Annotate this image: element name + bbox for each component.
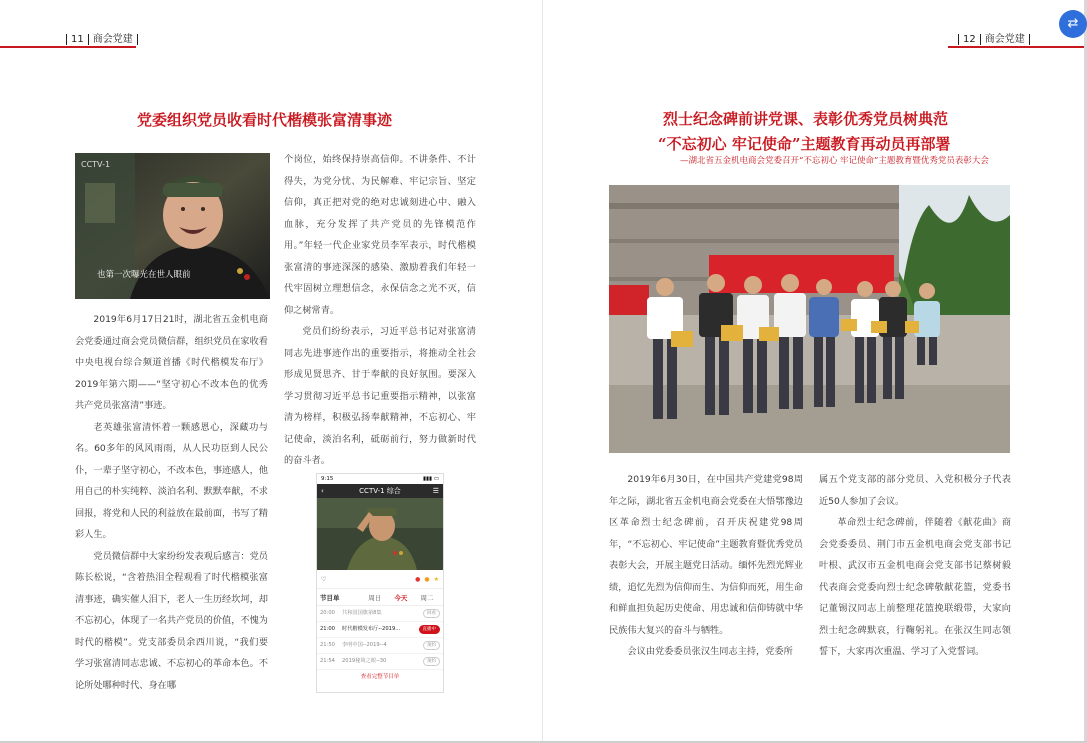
schedule-row xyxy=(317,606,443,622)
left-column-1 xyxy=(75,309,268,696)
right-page xyxy=(543,0,1087,743)
phone-time: 9:15 xyxy=(321,476,334,482)
schedule-time: 21:54 xyxy=(320,658,335,664)
schedule-time: 21:00 xyxy=(320,626,335,632)
right-col1-para-1: 2019年6月30日，在中国共产党建党98周年之际，湖北省五金机电商会党委在大悟鄂豫边区革命烈士纪念碑前，召开庆祝建党98周年，“不忘初心、牢记使命”主题教育暨优秀党员表彰大会，开展主题党日活动。缅怀先烈光辉业绩，追忆先烈为信仰而生、为信仰而死，用生命和鲜血担负起历史使命、用忠诚和信仰铸就中华民族伟大复兴的奋斗与牺牲。 xyxy=(609,474,803,636)
schedule-time: 20:00 xyxy=(320,610,335,616)
right-col1-para-2: 会议由党委委员张汉生同志主持，党委所 xyxy=(627,646,793,657)
left-column-2 xyxy=(284,149,476,472)
group-photo xyxy=(609,185,1010,453)
like-icon: ♡ xyxy=(321,575,327,583)
right-header-rule xyxy=(948,46,1084,48)
left-col2-para-1: 个岗位，始终保持崇高信仰。不讲条件、不计得失，为党分忧、为民解难、牢记宗旨、坚定信仰，真正把对党的绝对忠诚刻进心中、融入血脉，充分发挥了共产党员的先锋模范作用。”年轻一代企业家党员李军表示，时代楷模张富清的事迹深深的感染、激励着我们年轻一代牢固树立理想信念，永保信念之光不灭，信仰之树常青。 xyxy=(284,154,476,316)
right-col2-para-1: 属五个党支部的部分党员、入党积极分子代表近50人参加了会议。 xyxy=(819,474,1011,507)
left-col1-para-3: 党员微信群中大家纷纷发表观后感言：党员陈长松说，“含着热泪全程观看了时代楷模张富清事迹，确实催人泪下，老人一生历经坎坷，却不忘初心，体现了一名共产党员的价值，不愧为时代的楷模”。党支部委员余西川说，“我们要学习张富清同志忠诚、不忘初心的革命本色。不论所处哪种时代、身在哪 xyxy=(75,550,268,691)
left-article-title: 党委组织党员收看时代楷模张富清事迹 xyxy=(137,111,393,129)
schedule-button: 预约 xyxy=(423,657,440,666)
full-schedule-link: 查看完整节目单 xyxy=(360,674,400,680)
photo-channel-logo: CCTV-1 xyxy=(81,160,111,169)
tab-tuesday: 周二 xyxy=(420,593,434,602)
tab-today: 今天 xyxy=(394,593,408,602)
right-col2-para-2: 革命烈士纪念碑前，伴随着《献花曲》商会党委委员、荆门市五金机电商会党支部书记叶根、武汉市五金机电商会党支部书记蔡树毅代表商会党委向烈士纪念碑敬献花篮，党委书记董锡汉同志上前整理花篮挽联缎带，大家向烈士纪念碑默哀，行鞠躬礼。在张汉生同志领誓下，大家再次重温、学习了入党誓词。 xyxy=(819,517,1011,657)
weibo-icon: ● xyxy=(415,575,421,583)
left-page-number: 11 xyxy=(71,34,84,45)
tab-sunday: 周日 xyxy=(368,593,382,602)
right-article-subtitle: —湖北省五金机电商会党委召开“不忘初心 牢记使命”主题教育暨优秀党员表彰大会 xyxy=(680,156,989,166)
left-page xyxy=(0,0,543,743)
share-icon: ● xyxy=(424,575,430,583)
right-column-2 xyxy=(819,469,1011,663)
photo-caption: 也第一次曝光在世人眼前 xyxy=(97,270,191,280)
battery-icon: ▮▮▮ ▭ xyxy=(422,476,439,482)
right-header xyxy=(954,33,1034,47)
left-col2-para-2: 党员们纷纷表示，习近平总书记对张富清同志先进事迹作出的重要指示，将推动全社会形成见贤思齐、甘于奉献的良好氛围。要深入学习贯彻习近平总书记重要指示精神，以张富清为榜样，积极弘扬奉献精神，不忘初心、牢记使命，淡泊名利，砥砺前行，努力做新时代的奋斗者。 xyxy=(284,326,476,466)
schedule-row xyxy=(317,622,443,638)
right-column-1 xyxy=(609,469,803,663)
schedule-button: 回看 xyxy=(423,609,440,618)
right-article-title-line2: “不忘初心 牢记使命”主题教育再动员再部署 xyxy=(658,135,951,153)
right-page-number: 12 xyxy=(963,34,976,45)
left-col1-para-2: 老英雄张富清怀着一颗感恩心，深藏功与名。60多年的风风雨雨，从人民功臣到人民公仆，一辈子坚守初心，不改本色，事迹感人，他用自己的朴实纯粹、淡泊名利、默默奉献，不求回报，将党和人民的利益放在最前面，书写了精彩人生。 xyxy=(75,421,268,540)
schedule-button: 直播中 xyxy=(419,625,441,634)
schedule-row xyxy=(317,638,443,654)
schedule-button: 预约 xyxy=(423,641,440,650)
left-header xyxy=(62,33,142,47)
left-header-rule xyxy=(0,46,136,48)
schedule-row xyxy=(317,654,443,670)
translate-icon[interactable]: ⇄ xyxy=(1059,10,1087,38)
phone-video-frame xyxy=(317,498,443,570)
phone-nav-title: CCTV-1 综合 xyxy=(359,487,401,495)
schedule-time: 21:50 xyxy=(320,642,335,648)
right-section-label: 商会党建 xyxy=(984,34,1025,45)
phone-status-bar xyxy=(317,474,443,484)
left-section-label: 商会党建 xyxy=(92,34,133,45)
back-icon: ‹ xyxy=(321,487,324,495)
schedule-name: 时代楷模发布厅--2019... xyxy=(342,626,401,632)
right-article-title-line1: 烈士纪念碑前讲党课、表彰优秀党员树典范 xyxy=(663,110,949,128)
left-col1-para-1: 2019年6月17日21时，湖北省五金机电商会党委通过商会党员微信群，组织党员在家收看中央电视台综合频道首播《时代楷模发布厅》2019年第六期——“坚守初心不改本色的优秀共产党员张富清”事迹。 xyxy=(75,314,268,411)
schedule-name: 共和国国旗第8集 xyxy=(342,610,382,616)
old-hero-photo xyxy=(75,153,270,299)
phone-nav-bar xyxy=(317,484,443,498)
phone-action-bar xyxy=(317,570,443,589)
phone-screenshot xyxy=(316,473,444,693)
schedule-title: 节目单 xyxy=(320,593,340,602)
schedule-name: 李明中国--2019--4 xyxy=(342,642,387,648)
phone-schedule-tabs xyxy=(317,589,443,606)
schedule-name: 2019秘境之眼--30 xyxy=(342,658,387,664)
menu-icon: ☰ xyxy=(432,487,439,495)
star-icon: ★ xyxy=(433,575,439,583)
